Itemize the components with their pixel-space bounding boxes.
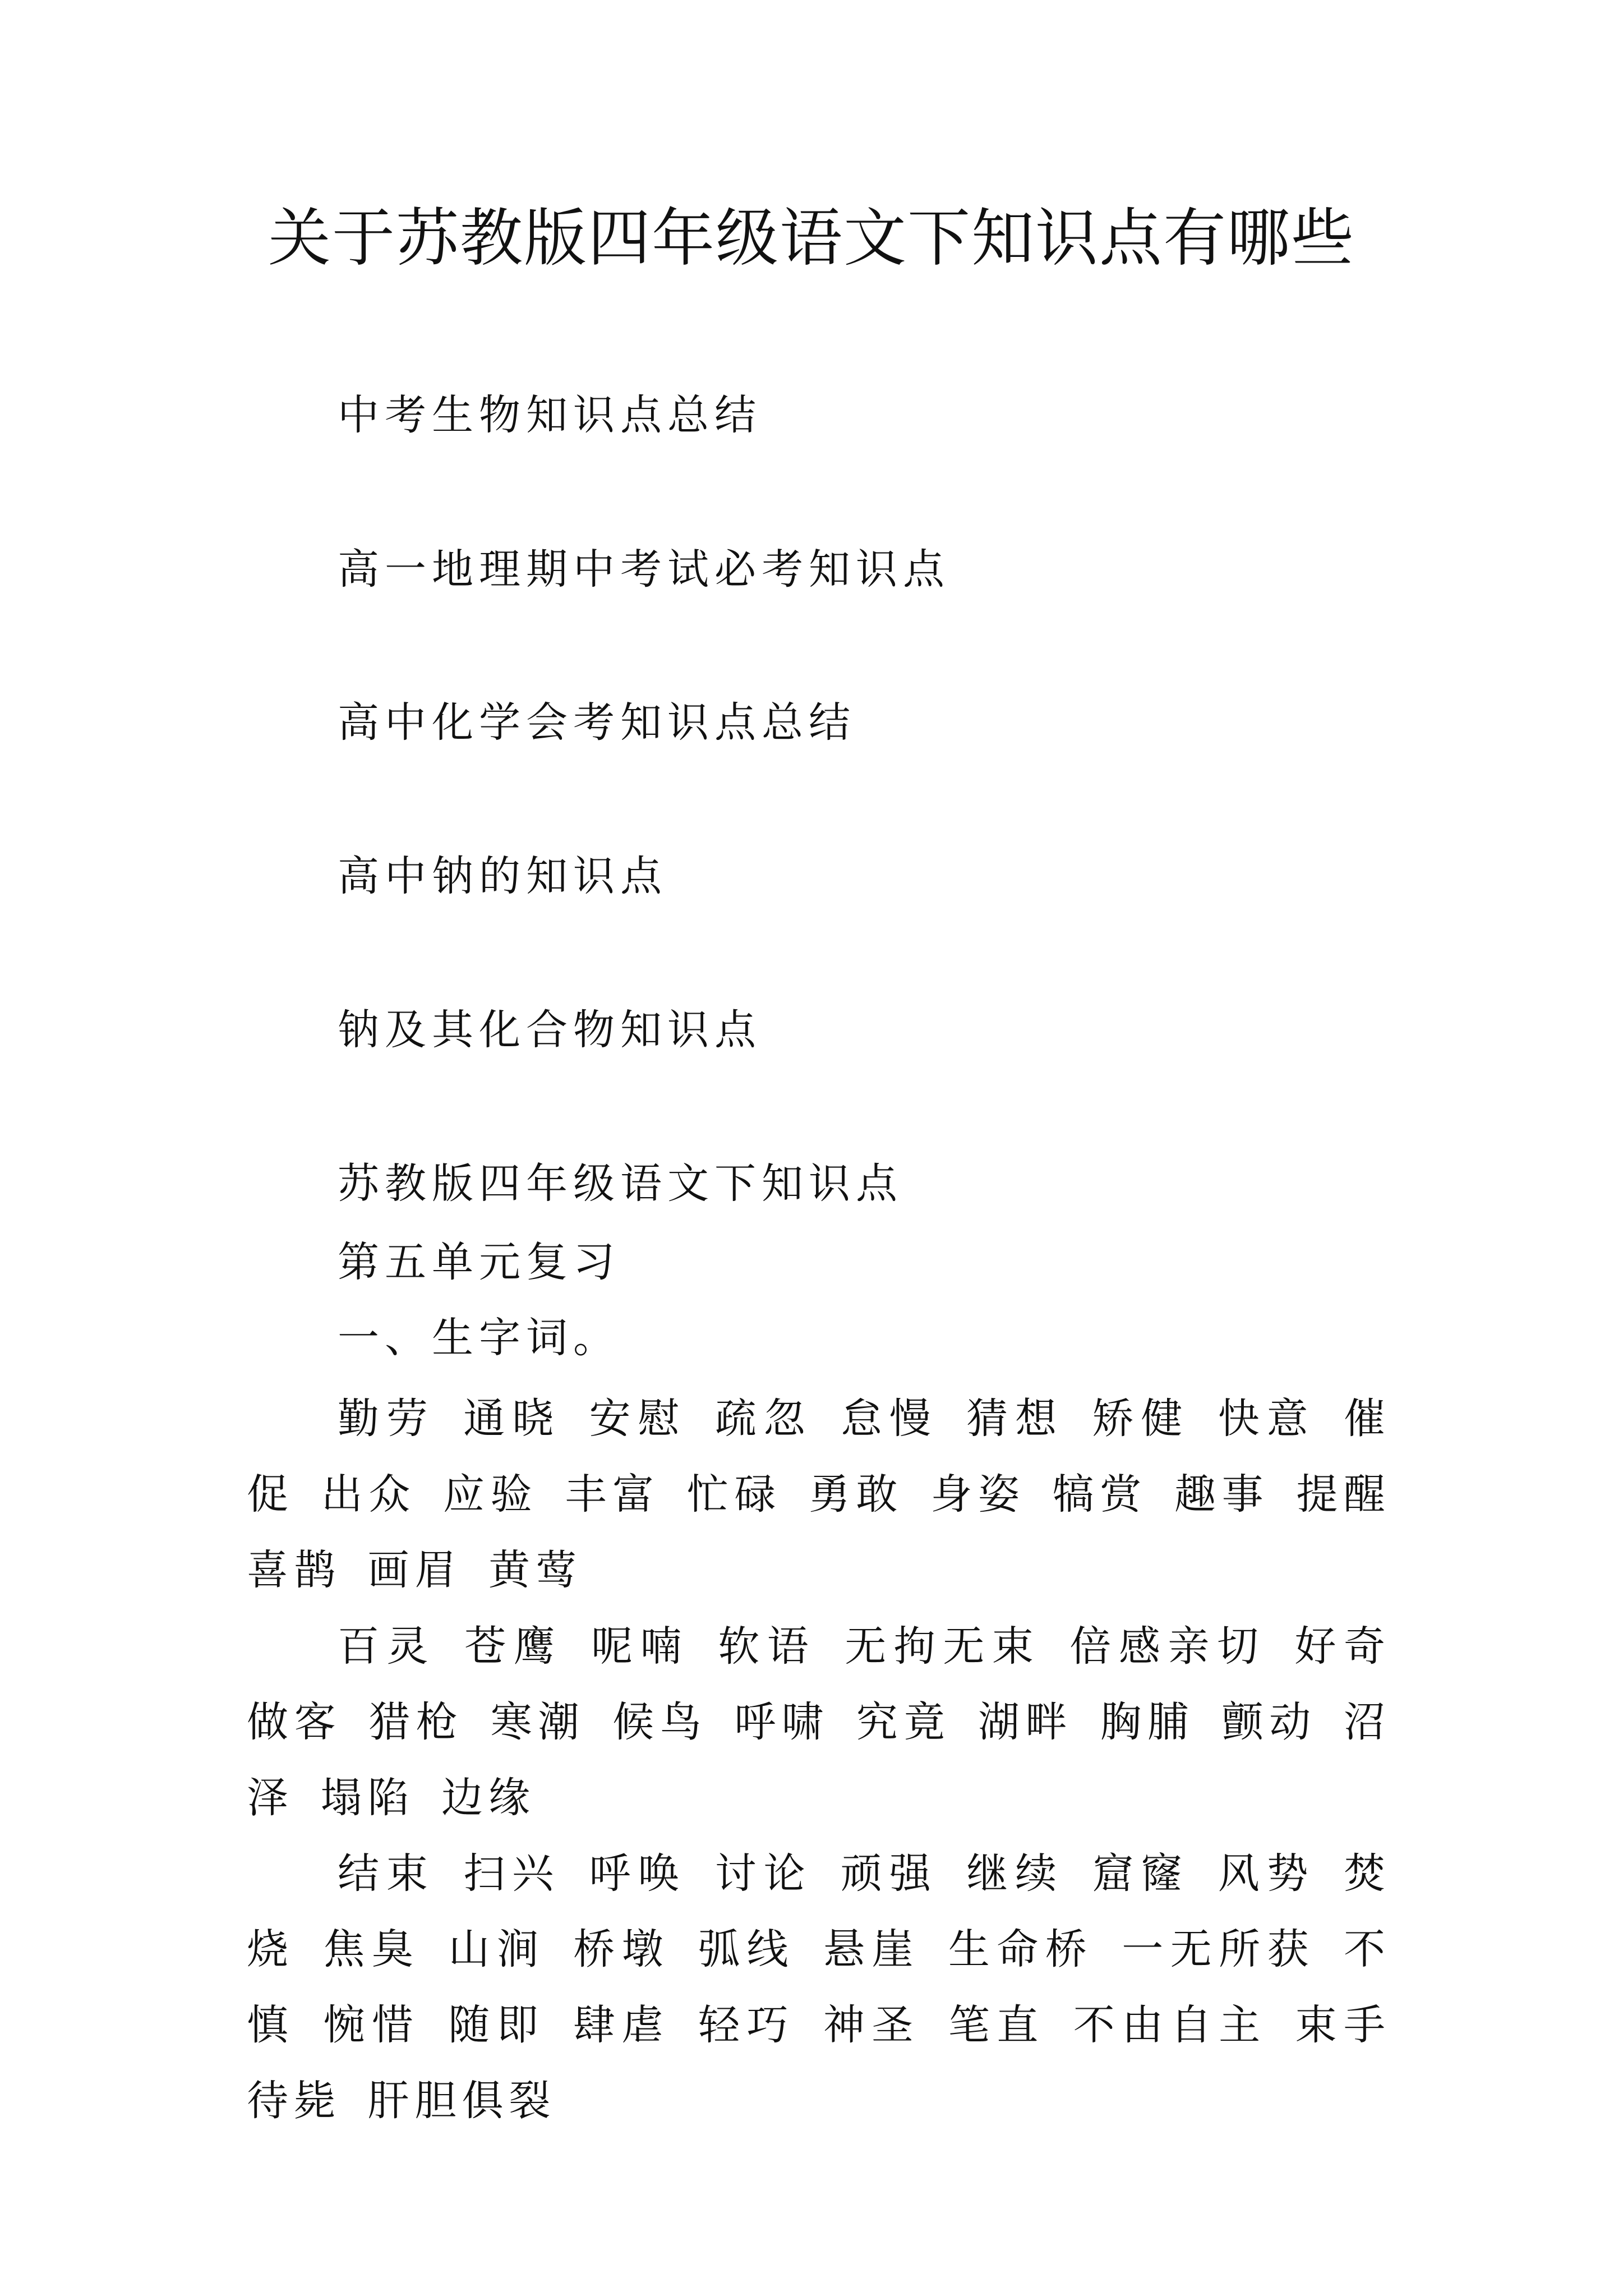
document-title: 关于苏教版四年级语文下知识点有哪些: [268, 202, 1355, 275]
section-heading: 第五单元复习: [338, 1238, 620, 1286]
toc-item-sodium: 高中钠的知识点: [338, 852, 667, 900]
toc-item-biology: 中考生物知识点总结: [338, 391, 762, 439]
toc-item-sodium-compounds: 钠及其化合物知识点: [338, 1006, 762, 1054]
toc-item-chinese: 苏教版四年级语文下知识点: [338, 1159, 903, 1208]
vocab-paragraph-2: 百灵 苍鹰 呢喃 软语 无拘无束 倍感亲切 好奇 做客 猎枪 寒潮 候鸟 呼啸 究竟 湖畔 胸脯 颤动 沼泽 塌陷 边缘: [247, 1622, 1391, 1822]
subsection-heading: 一、生字词。: [338, 1314, 620, 1362]
vocab-paragraph-1: 勤劳 通晓 安慰 疏忽 怠慢 猜想 矫健 快意 催促 出众 应验 丰富 忙碌 勇敢 身姿 犒赏 趣事 提醒 喜鹊 画眉 黄莺: [247, 1395, 1391, 1594]
toc-item-chemistry: 高中化学会考知识点总结: [338, 698, 856, 747]
vocab-paragraph-3: 结束 扫兴 呼唤 讨论 顽强 继续 窟窿 风势 焚烧 焦臭 山涧 桥墩 弧线 悬崖 生命桥 一无所获 不慎 惋惜 随即 肆虐 轻巧 神圣 笔直 不由自主 束手待毙 肝胆俱裂: [247, 1849, 1391, 2125]
toc-item-geography: 高一地理期中考试必考知识点: [338, 545, 950, 593]
